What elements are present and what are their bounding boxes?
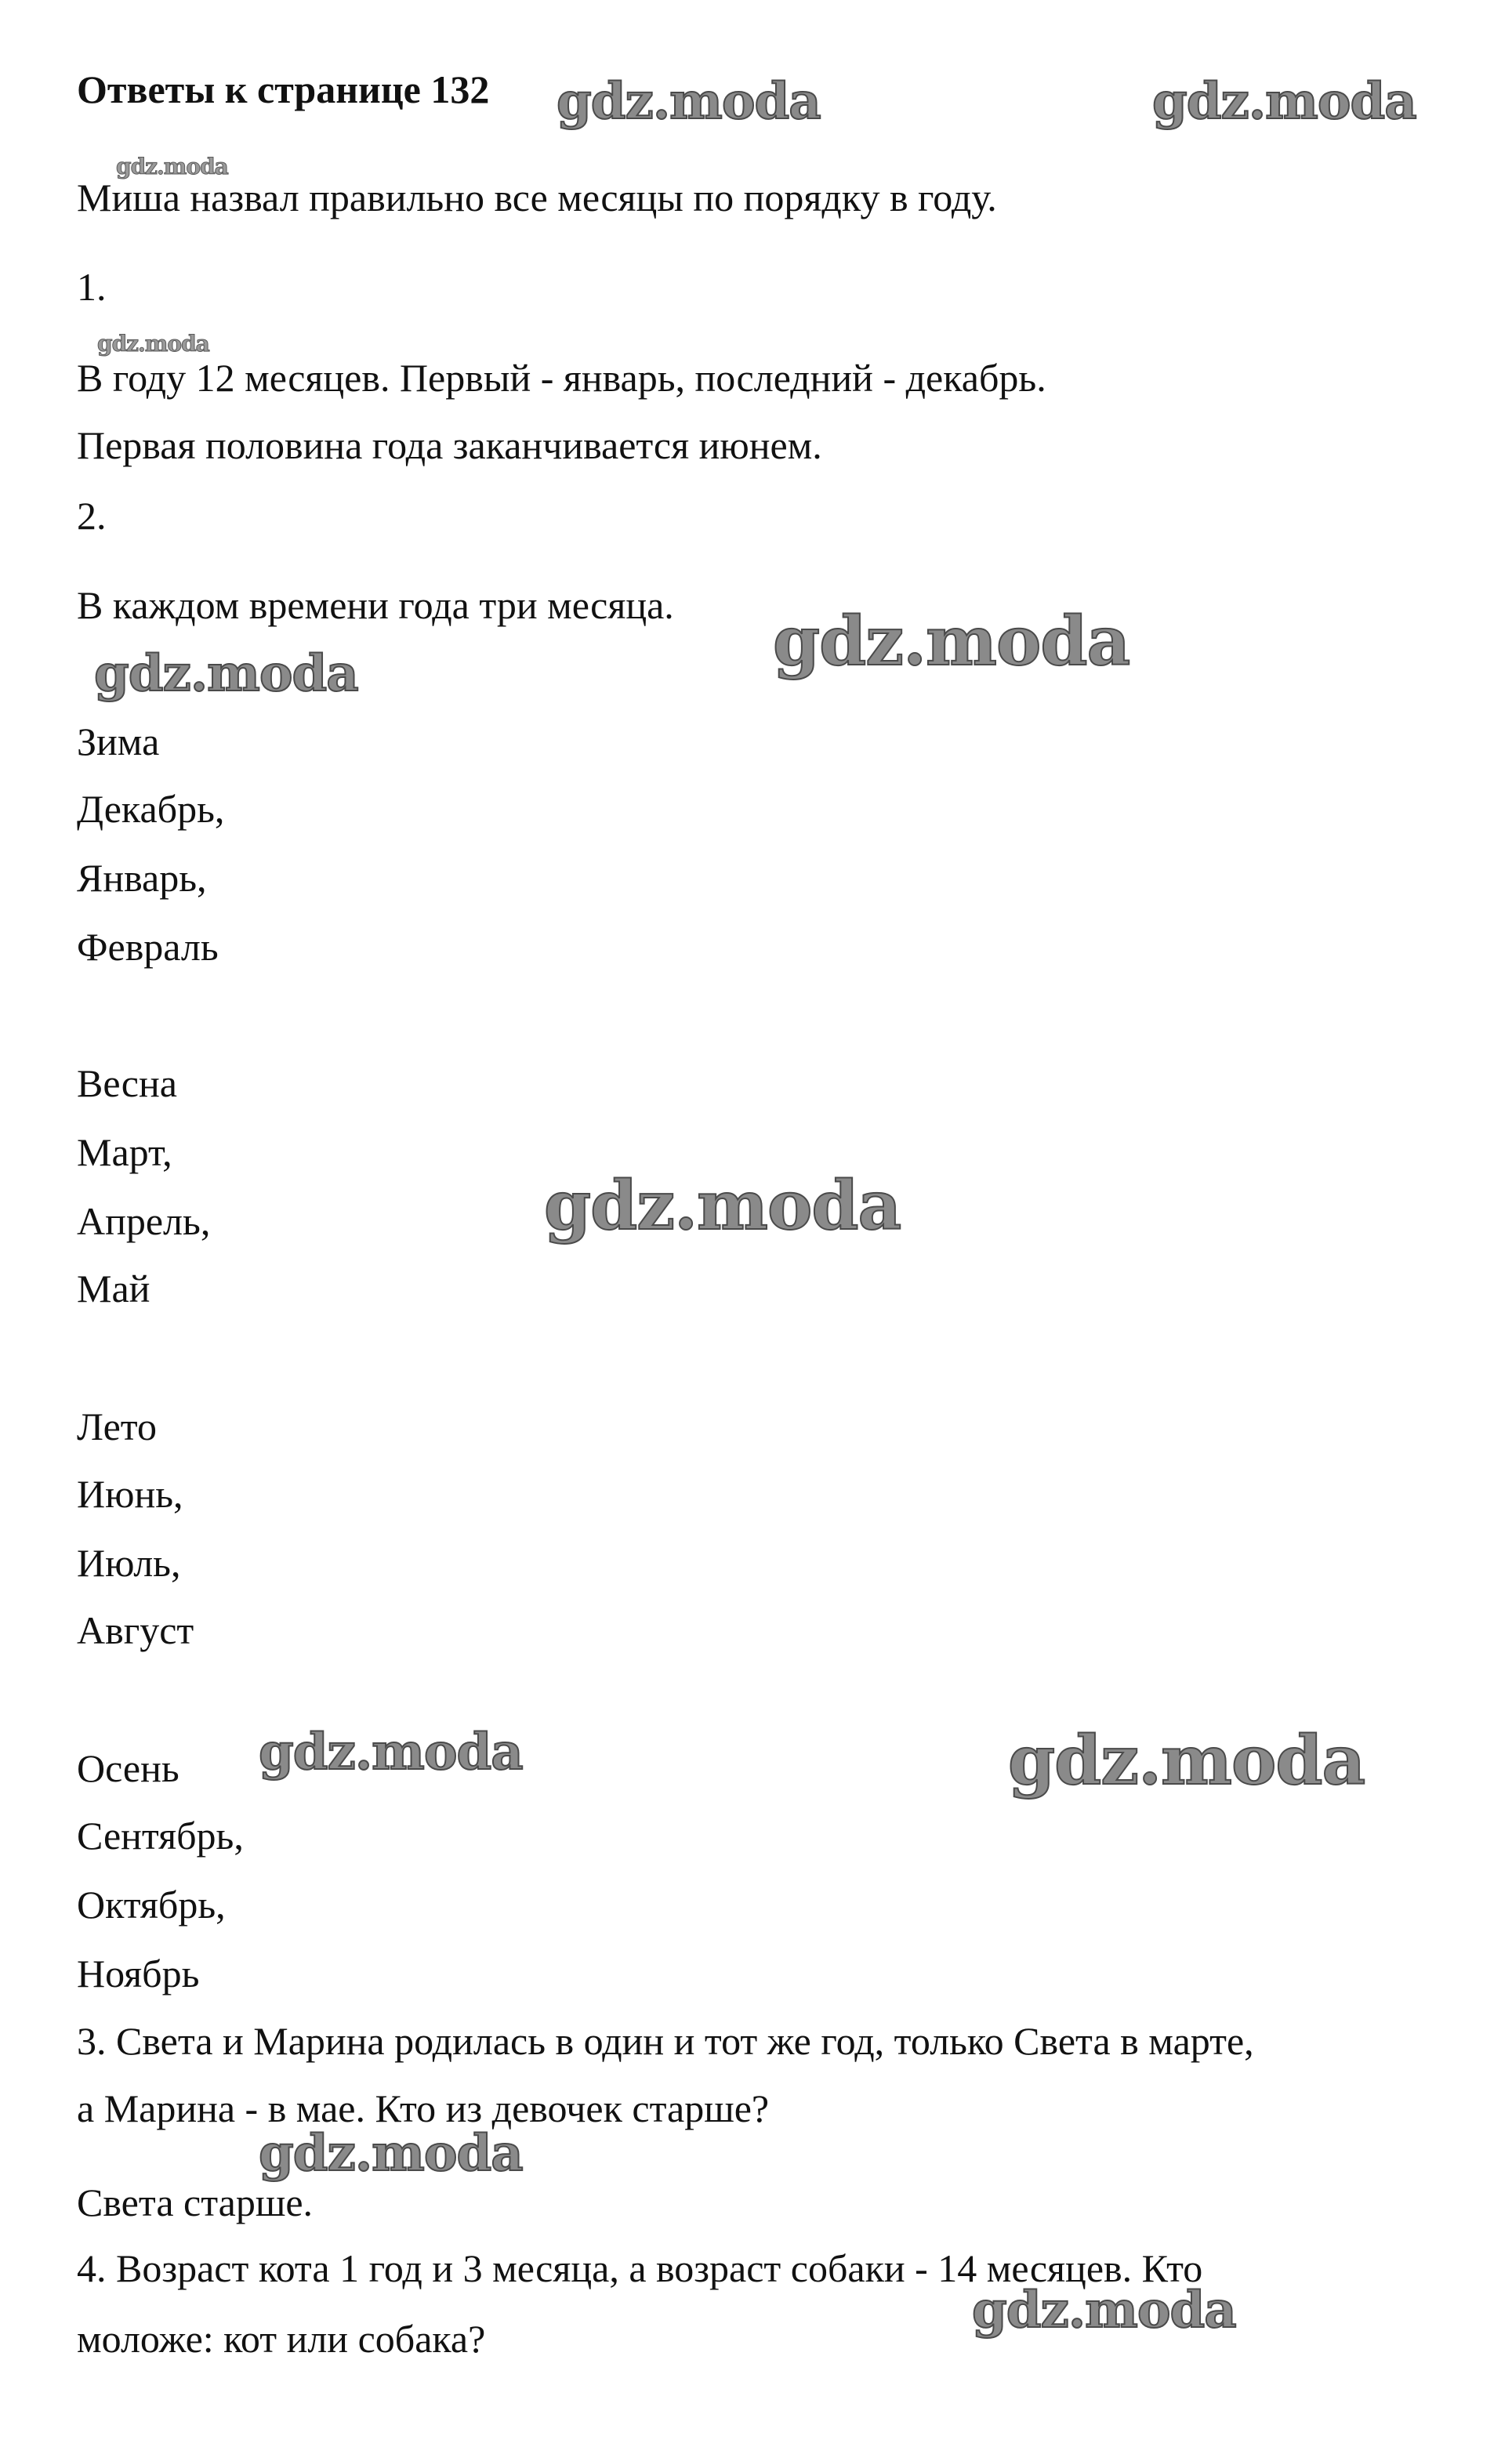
question-text: моложе: кот или собака? <box>77 2317 486 2361</box>
text-line: Первая половина года заканчивается июнем. <box>77 423 822 467</box>
text-line: В каждом времени года три месяца. <box>77 583 674 627</box>
text-line: В году 12 месяцев. Первый - январь, последний - декабрь. <box>77 356 1046 400</box>
month-item: Май <box>77 1267 150 1310</box>
month-item: Апрель, <box>77 1199 211 1243</box>
watermark-logo: gdz.moda <box>773 602 1130 681</box>
watermark-logo: gdz.moda <box>97 331 209 357</box>
month-item: Ноябрь <box>77 1952 200 1995</box>
month-item: Январь, <box>77 856 207 900</box>
page-title: Ответы к странице 132 <box>77 67 490 111</box>
month-item: Февраль <box>77 925 219 969</box>
question-text: 4. Возраст кота 1 год и 3 месяца, а возраст собаки - 14 месяцев. Кто <box>77 2246 1203 2290</box>
month-item: Июнь, <box>77 1472 183 1516</box>
watermark-logo: gdz.moda <box>259 2124 523 2183</box>
month-item: Август <box>77 1608 194 1652</box>
text-line: 2. <box>77 494 107 538</box>
watermark-logo: gdz.moda <box>972 2281 1236 2340</box>
watermark-logo: gdz.moda <box>259 1723 523 1782</box>
question-text: а Марина - в мае. Кто из девочек старше? <box>77 2086 770 2130</box>
question-text: 3. Света и Марина родилась в один и тот же год, только Света в марте, <box>77 2019 1254 2063</box>
season-heading: Весна <box>77 1061 177 1105</box>
month-item: Декабрь, <box>77 787 225 831</box>
month-item: Октябрь, <box>77 1883 226 1927</box>
watermark-logo: gdz.moda <box>544 1166 901 1245</box>
season-heading: Осень <box>77 1746 179 1790</box>
text-line: 1. <box>77 265 107 309</box>
month-item: Июль, <box>77 1541 181 1585</box>
text-line: Миша назвал правильно все месяцы по порядку в году. <box>77 176 997 219</box>
answer-text: Света старше. <box>77 2180 314 2224</box>
season-heading: Зима <box>77 720 160 763</box>
month-item: Сентябрь, <box>77 1814 244 1858</box>
watermark-logo: gdz.moda <box>1152 72 1416 131</box>
watermark-logo: gdz.moda <box>94 644 358 703</box>
watermark-logo: gdz.moda <box>116 154 228 179</box>
season-heading: Лето <box>77 1405 157 1448</box>
watermark-logo: gdz.moda <box>1008 1721 1365 1800</box>
watermark-logo: gdz.moda <box>557 72 821 131</box>
month-item: Март, <box>77 1130 172 1174</box>
